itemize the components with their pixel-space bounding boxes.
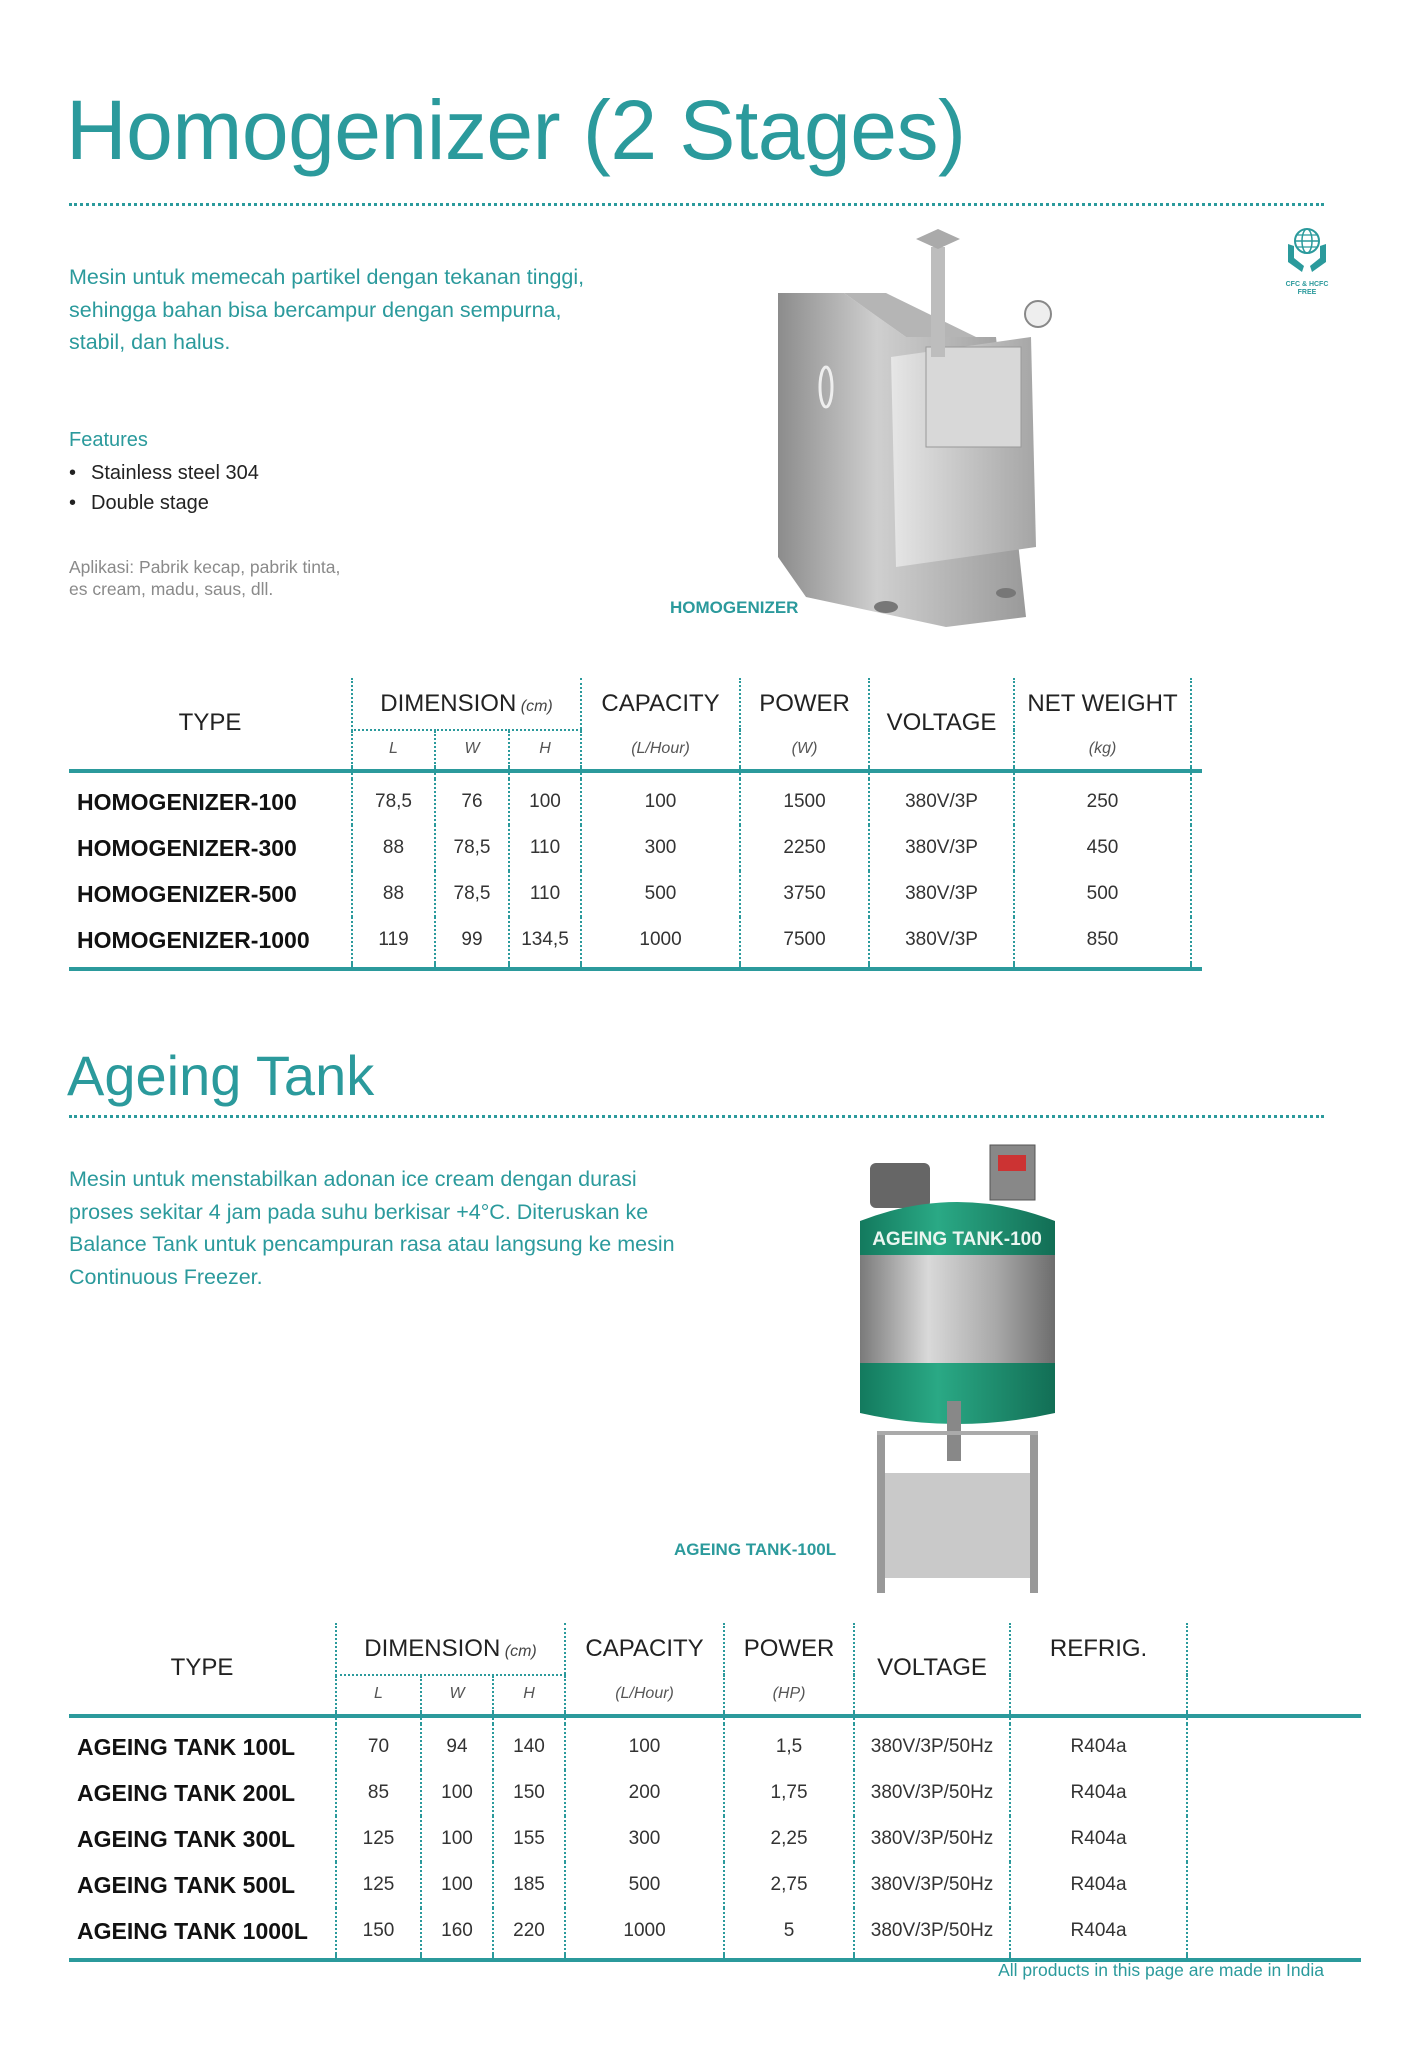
last-cell: R404a bbox=[1010, 1816, 1187, 1862]
header-capacity: CAPACITY bbox=[581, 678, 740, 730]
table-row bbox=[69, 871, 1202, 917]
h-cell: 140 bbox=[493, 1724, 565, 1770]
power-cell: 2,75 bbox=[724, 1862, 854, 1908]
type-cell: HOMOGENIZER-100 bbox=[77, 788, 297, 815]
type-cell: AGEING TANK 500L bbox=[77, 1871, 296, 1898]
last-cell: 850 bbox=[1014, 917, 1191, 963]
cfc-free-badge bbox=[1280, 226, 1334, 298]
header-dimension: DIMENSION bbox=[364, 1634, 501, 1662]
power-cell: 3750 bbox=[740, 871, 869, 917]
voltage-cell: 380V/3P/50Hz bbox=[854, 1724, 1010, 1770]
capacity-cell: 100 bbox=[565, 1724, 724, 1770]
homogenizer-spec-table bbox=[69, 678, 1202, 971]
power-cell: 1,75 bbox=[724, 1770, 854, 1816]
l-cell: 70 bbox=[336, 1724, 421, 1770]
type-cell: HOMOGENIZER-300 bbox=[77, 834, 297, 861]
voltage-cell: 380V/3P bbox=[869, 825, 1014, 871]
features-title: Features bbox=[69, 429, 148, 451]
l-cell: 88 bbox=[352, 825, 435, 871]
header-capacity: CAPACITY bbox=[565, 1623, 724, 1675]
l-cell: 119 bbox=[352, 917, 435, 963]
header-capacity-unit: (L/Hour) bbox=[565, 1675, 724, 1712]
header-type: TYPE bbox=[170, 1653, 234, 1681]
power-cell: 2,25 bbox=[724, 1816, 854, 1862]
capacity-cell: 500 bbox=[581, 871, 740, 917]
header-last-unit: (kg) bbox=[1014, 730, 1191, 767]
last-cell: 500 bbox=[1014, 871, 1191, 917]
voltage-cell: 380V/3P/50Hz bbox=[854, 1908, 1010, 1954]
type-cell: AGEING TANK 200L bbox=[77, 1779, 296, 1806]
header-capacity-unit: (L/Hour) bbox=[581, 730, 740, 767]
voltage-cell: 380V/3P bbox=[869, 871, 1014, 917]
header-last: NET WEIGHT bbox=[1014, 678, 1191, 730]
w-cell: 94 bbox=[421, 1724, 493, 1770]
h-cell: 110 bbox=[509, 825, 581, 871]
voltage-cell: 380V/3P bbox=[869, 779, 1014, 825]
homogenizer-description: Mesin untuk memecah partikel dengan tekanan tinggi, sehingga bahan bisa bercampur dengan sempurna, stabil, dan halus. bbox=[69, 265, 585, 354]
h-cell: 220 bbox=[493, 1908, 565, 1954]
type-cell: AGEING TANK 1000L bbox=[77, 1917, 308, 1944]
capacity-cell: 100 bbox=[581, 779, 740, 825]
w-cell: 100 bbox=[421, 1862, 493, 1908]
header-l: L bbox=[352, 730, 435, 767]
table-row bbox=[69, 917, 1202, 963]
last-cell: 250 bbox=[1014, 779, 1191, 825]
header-voltage: VOLTAGE bbox=[854, 1623, 1010, 1712]
h-cell: 110 bbox=[509, 871, 581, 917]
last-cell: R404a bbox=[1010, 1770, 1187, 1816]
homogenizer-image bbox=[776, 227, 1086, 647]
table-row bbox=[69, 1908, 1361, 1954]
power-cell: 1,5 bbox=[724, 1724, 854, 1770]
voltage-cell: 380V/3P bbox=[869, 917, 1014, 963]
divider bbox=[69, 203, 1324, 206]
ageing-tank-description: Mesin untuk menstabilkan adonan ice cream dengan durasi proses sekitar 4 jam pada suhu berkisar +4°C. Diteruskan ke Balance Tank untuk pencampuran rasa atau langsung ke mesin Continuous Freezer. bbox=[69, 1167, 675, 1289]
header-dimension-unit: (cm) bbox=[504, 1642, 537, 1660]
w-cell: 78,5 bbox=[435, 825, 509, 871]
capacity-cell: 500 bbox=[565, 1862, 724, 1908]
header-w: W bbox=[435, 730, 509, 767]
table-row bbox=[69, 1724, 1361, 1770]
power-cell: 7500 bbox=[740, 917, 869, 963]
ageing-tank-image bbox=[855, 1143, 1060, 1601]
h-cell: 100 bbox=[509, 779, 581, 825]
type-cell: AGEING TANK 100L bbox=[77, 1733, 296, 1760]
header-last-unit bbox=[1010, 1675, 1187, 1712]
type-cell: HOMOGENIZER-500 bbox=[77, 880, 297, 907]
capacity-cell: 300 bbox=[581, 825, 740, 871]
l-cell: 78,5 bbox=[352, 779, 435, 825]
table-row bbox=[69, 825, 1202, 871]
l-cell: 125 bbox=[336, 1862, 421, 1908]
l-cell: 125 bbox=[336, 1816, 421, 1862]
last-cell: R404a bbox=[1010, 1908, 1187, 1954]
header-l: L bbox=[336, 1675, 421, 1712]
table-row bbox=[69, 1816, 1361, 1862]
header-type: TYPE bbox=[178, 708, 242, 736]
globe-hands-icon bbox=[1282, 226, 1332, 276]
voltage-cell: 380V/3P/50Hz bbox=[854, 1862, 1010, 1908]
homogenizer-caption: HOMOGENIZER bbox=[670, 598, 799, 617]
ageing-tank-caption: AGEING TANK-100L bbox=[674, 1540, 837, 1559]
ageing-tank-title: Ageing Tank bbox=[67, 1044, 375, 1107]
ageing-tank-spec-table bbox=[69, 1623, 1361, 1962]
header-power-unit: (HP) bbox=[724, 1675, 854, 1712]
capacity-cell: 200 bbox=[565, 1770, 724, 1816]
homogenizer-title: Homogenizer (2 Stages) bbox=[66, 83, 966, 177]
power-cell: 2250 bbox=[740, 825, 869, 871]
last-cell: R404a bbox=[1010, 1724, 1187, 1770]
header-dimension: DIMENSION bbox=[380, 689, 517, 717]
capacity-cell: 300 bbox=[565, 1816, 724, 1862]
l-cell: 150 bbox=[336, 1908, 421, 1954]
type-cell: HOMOGENIZER-1000 bbox=[77, 926, 310, 953]
footer-note: All products in this page are made in India bbox=[998, 1960, 1324, 1980]
capacity-cell: 1000 bbox=[565, 1908, 724, 1954]
table-row bbox=[69, 779, 1202, 825]
h-cell: 185 bbox=[493, 1862, 565, 1908]
application-text: Aplikasi: Pabrik kecap, pabrik tinta, es cream, madu, saus, dll. bbox=[69, 557, 341, 599]
header-last: REFRIG. bbox=[1010, 1623, 1187, 1675]
header-h: H bbox=[509, 730, 581, 767]
type-cell: AGEING TANK 300L bbox=[77, 1825, 296, 1852]
w-cell: 99 bbox=[435, 917, 509, 963]
header-voltage: VOLTAGE bbox=[869, 678, 1014, 767]
feature-item: • Stainless steel 304 bbox=[69, 458, 259, 488]
last-cell: R404a bbox=[1010, 1862, 1187, 1908]
w-cell: 160 bbox=[421, 1908, 493, 1954]
badge-text: CFC & HCFC FREE bbox=[1285, 281, 1329, 296]
w-cell: 76 bbox=[435, 779, 509, 825]
header-power: POWER bbox=[724, 1623, 854, 1675]
divider bbox=[69, 1115, 1324, 1118]
l-cell: 85 bbox=[336, 1770, 421, 1816]
table-row bbox=[69, 1770, 1361, 1816]
capacity-cell: 1000 bbox=[581, 917, 740, 963]
power-cell: 5 bbox=[724, 1908, 854, 1954]
header-power-unit: (W) bbox=[740, 730, 869, 767]
tank-label: AGEING TANK-100 bbox=[872, 1229, 1042, 1250]
header-w: W bbox=[421, 1675, 493, 1712]
voltage-cell: 380V/3P/50Hz bbox=[854, 1816, 1010, 1862]
features-list bbox=[69, 458, 259, 518]
power-cell: 1500 bbox=[740, 779, 869, 825]
w-cell: 100 bbox=[421, 1816, 493, 1862]
w-cell: 100 bbox=[421, 1770, 493, 1816]
h-cell: 155 bbox=[493, 1816, 565, 1862]
table-row bbox=[69, 1862, 1361, 1908]
h-cell: 150 bbox=[493, 1770, 565, 1816]
h-cell: 134,5 bbox=[509, 917, 581, 963]
header-h: H bbox=[493, 1675, 565, 1712]
voltage-cell: 380V/3P/50Hz bbox=[854, 1770, 1010, 1816]
w-cell: 78,5 bbox=[435, 871, 509, 917]
header-dimension-unit: (cm) bbox=[520, 697, 553, 715]
feature-item: • Double stage bbox=[69, 488, 259, 518]
last-cell: 450 bbox=[1014, 825, 1191, 871]
header-power: POWER bbox=[740, 678, 869, 730]
l-cell: 88 bbox=[352, 871, 435, 917]
